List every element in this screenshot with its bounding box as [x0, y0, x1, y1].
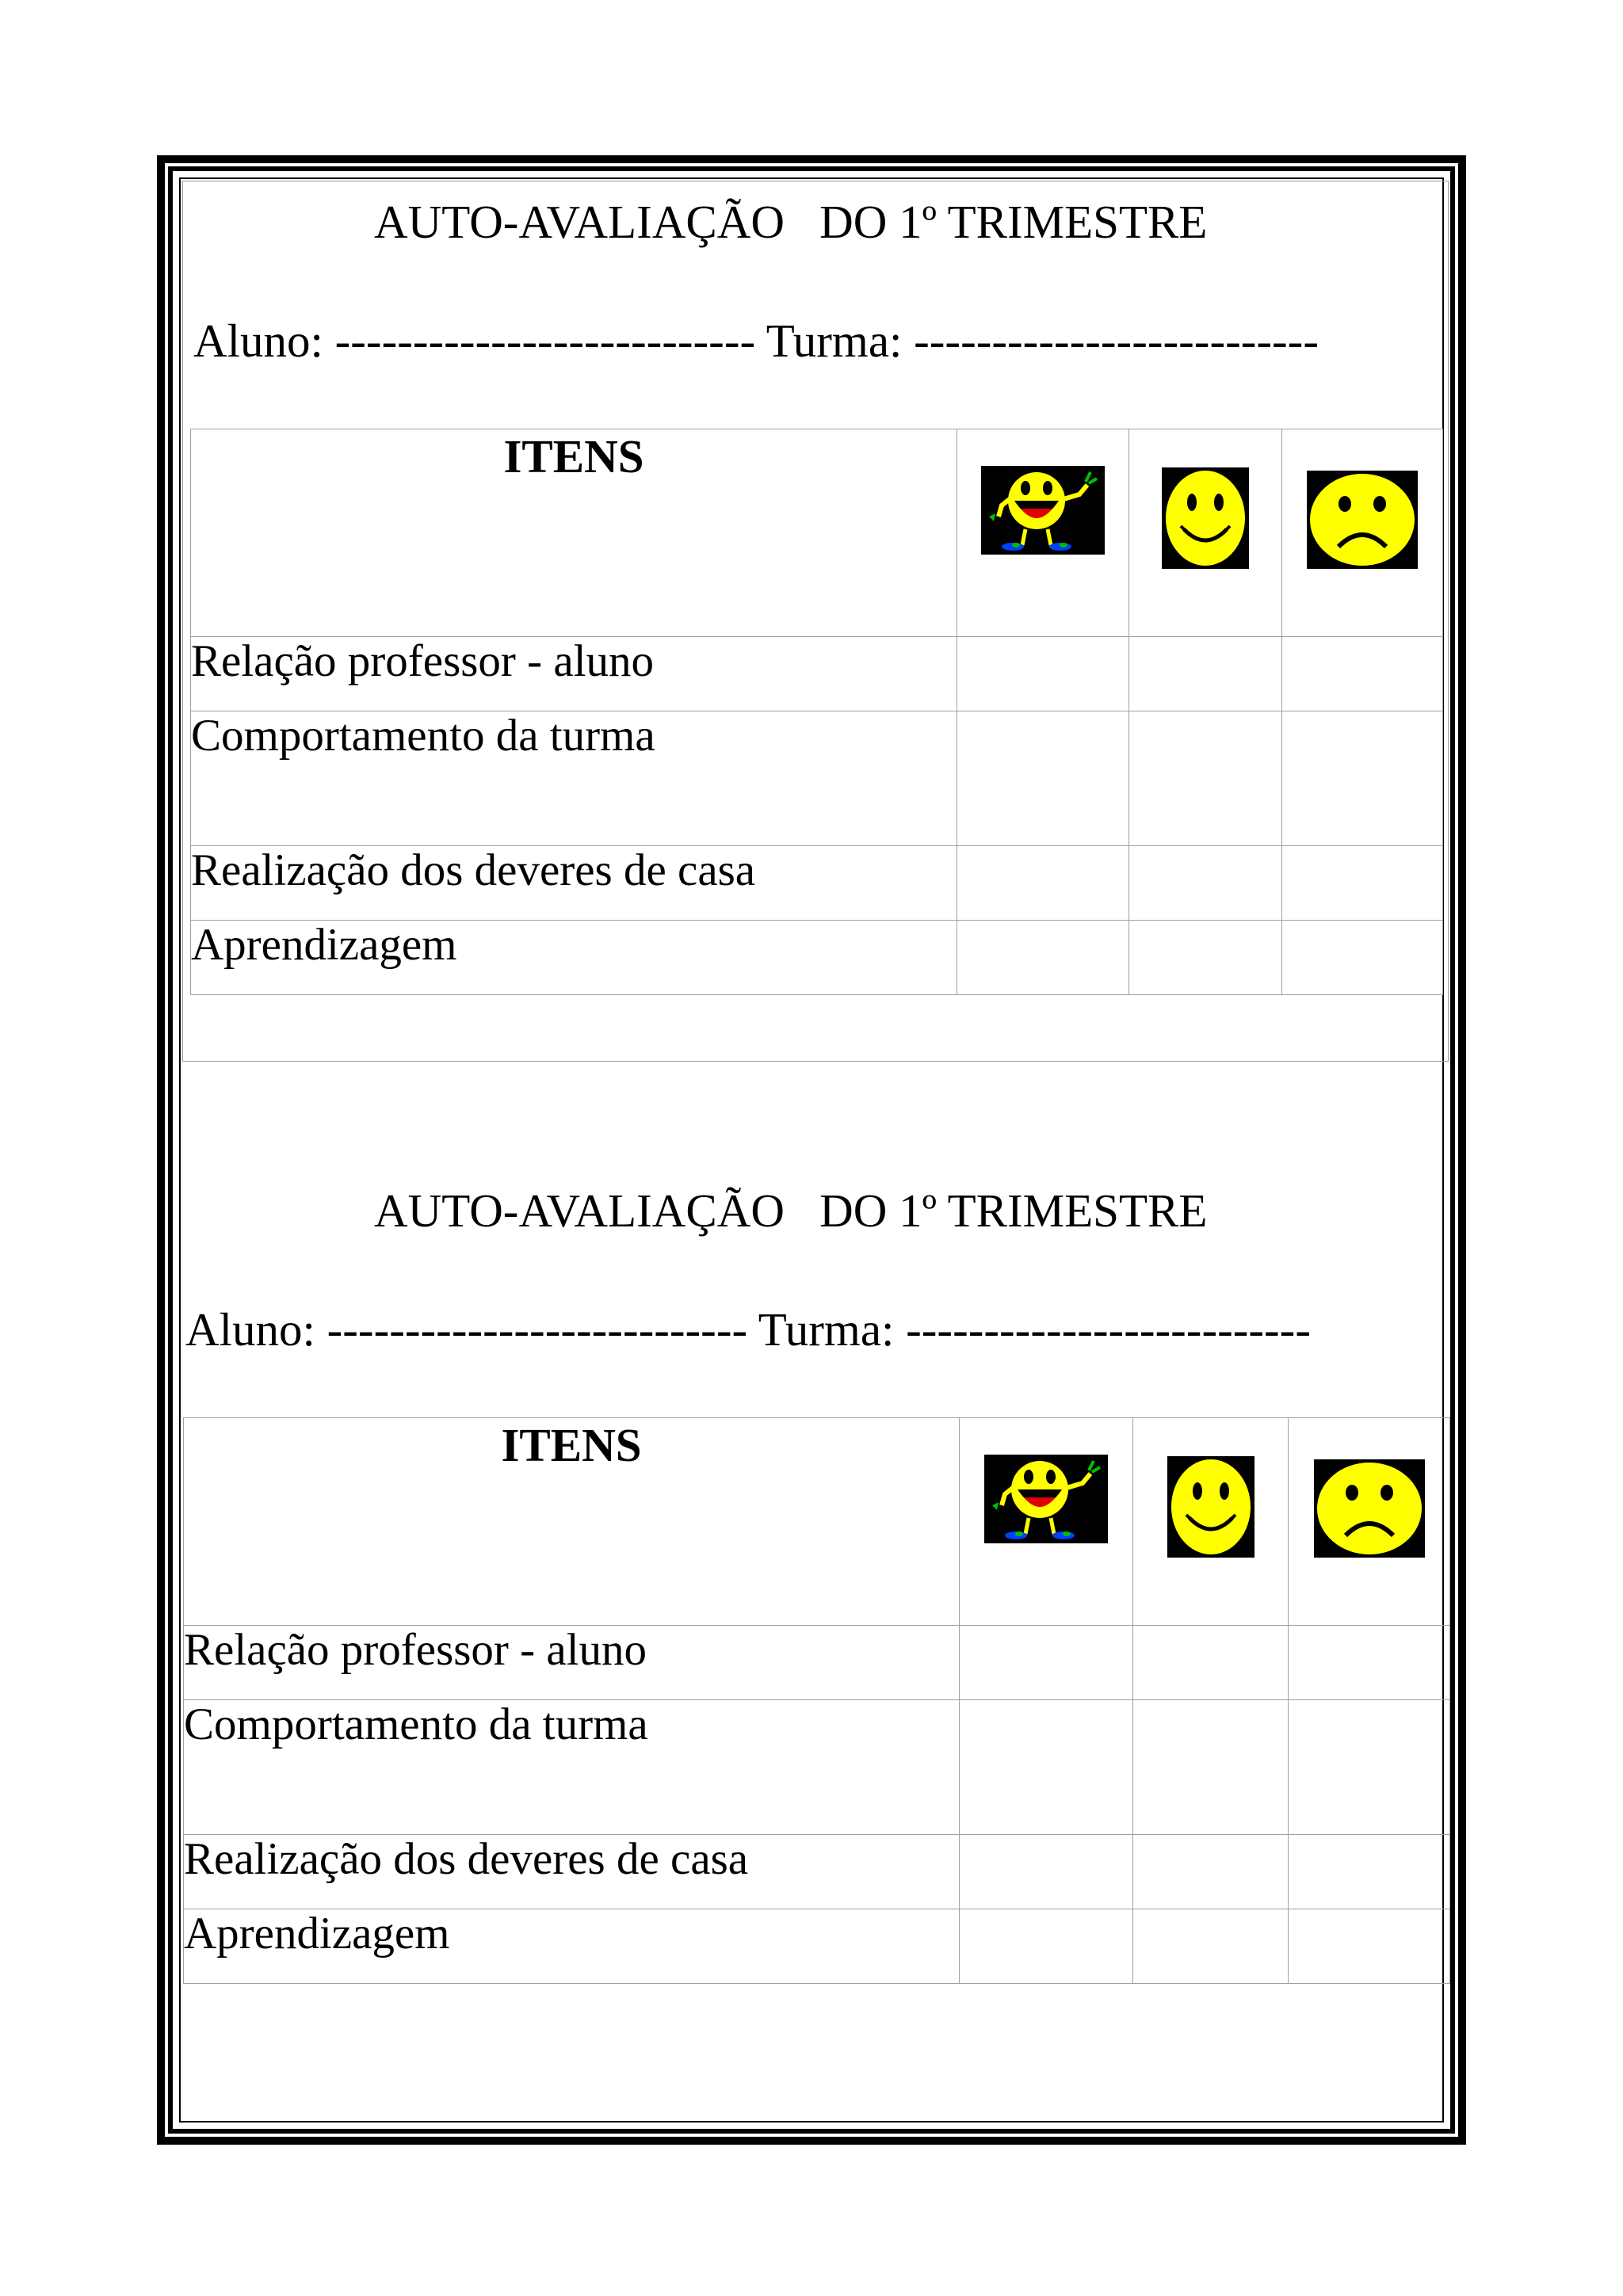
- sad-face-column: [1282, 429, 1443, 637]
- mark-cell-smiling[interactable]: [1133, 1700, 1289, 1835]
- item-label: Aprendizagem: [184, 1909, 960, 1984]
- mark-cell-smiling[interactable]: [1129, 921, 1282, 995]
- mark-cell-sad[interactable]: [1282, 711, 1443, 846]
- mark-cell-sad[interactable]: [1289, 1700, 1450, 1835]
- item-label: Comportamento da turma: [184, 1700, 960, 1835]
- item-label: Comportamento da turma: [191, 711, 957, 846]
- item-label: Relação professor - aluno: [191, 637, 957, 711]
- mark-cell-sad[interactable]: [1282, 921, 1443, 995]
- itens-header: ITENS: [191, 429, 957, 637]
- mark-cell-sad[interactable]: [1289, 1626, 1450, 1700]
- smiling-face-column: [1133, 1418, 1289, 1626]
- table-row: [191, 846, 1443, 921]
- form-1-student-line[interactable]: Aluno: --------------------------- Turma: --------------------------: [193, 315, 1319, 367]
- mark-cell-smiling[interactable]: [1133, 1909, 1289, 1984]
- table-row: [191, 637, 1443, 711]
- mark-cell-sad[interactable]: [1289, 1909, 1450, 1984]
- item-label: Aprendizagem: [191, 921, 957, 995]
- form-2-evaluation-table: [183, 1417, 1450, 1984]
- table-row: [191, 711, 1443, 846]
- sad-face-column: [1289, 1418, 1450, 1626]
- table-header-row: [191, 429, 1443, 637]
- mark-cell-laughing[interactable]: [957, 637, 1129, 711]
- mark-cell-laughing[interactable]: [960, 1909, 1133, 1984]
- form-2-student-line[interactable]: Aluno: --------------------------- Turma: --------------------------: [185, 1303, 1311, 1356]
- mark-cell-smiling[interactable]: [1133, 1626, 1289, 1700]
- laughing-face-icon: [981, 466, 1105, 555]
- mark-cell-sad[interactable]: [1289, 1835, 1450, 1909]
- mark-cell-laughing[interactable]: [960, 1835, 1133, 1909]
- itens-header: ITENS: [184, 1418, 960, 1626]
- laughing-face-column: [960, 1418, 1133, 1626]
- mark-cell-sad[interactable]: [1282, 846, 1443, 921]
- mark-cell-laughing[interactable]: [957, 846, 1129, 921]
- laughing-face-column: [957, 429, 1129, 637]
- mark-cell-smiling[interactable]: [1133, 1835, 1289, 1909]
- item-label: Relação professor - aluno: [184, 1626, 960, 1700]
- table-row: [184, 1700, 1450, 1835]
- mark-cell-smiling[interactable]: [1129, 711, 1282, 846]
- mark-cell-sad[interactable]: [1282, 637, 1443, 711]
- sad-face-icon: [1307, 471, 1418, 569]
- item-label: Realização dos deveres de casa: [184, 1835, 960, 1909]
- mark-cell-smiling[interactable]: [1129, 846, 1282, 921]
- mark-cell-smiling[interactable]: [1129, 637, 1282, 711]
- smiling-face-icon: [1167, 1456, 1254, 1558]
- form-2-title: AUTO-AVALIAÇÃO DO 1º TRIMESTRE: [374, 1184, 1208, 1237]
- mark-cell-laughing[interactable]: [960, 1700, 1133, 1835]
- smiling-face-column: [1129, 429, 1282, 637]
- mark-cell-laughing[interactable]: [957, 921, 1129, 995]
- laughing-face-icon: [984, 1455, 1108, 1543]
- table-header-row: [184, 1418, 1450, 1626]
- smiling-face-icon: [1162, 467, 1249, 569]
- table-row: [184, 1835, 1450, 1909]
- sad-face-icon: [1314, 1459, 1425, 1558]
- mark-cell-laughing[interactable]: [960, 1626, 1133, 1700]
- table-row: [191, 921, 1443, 995]
- table-row: [184, 1909, 1450, 1984]
- table-row: [184, 1626, 1450, 1700]
- form-1-title: AUTO-AVALIAÇÃO DO 1º TRIMESTRE: [374, 196, 1208, 248]
- mark-cell-laughing[interactable]: [957, 711, 1129, 846]
- item-label: Realização dos deveres de casa: [191, 846, 957, 921]
- form-1-evaluation-table: [190, 429, 1443, 995]
